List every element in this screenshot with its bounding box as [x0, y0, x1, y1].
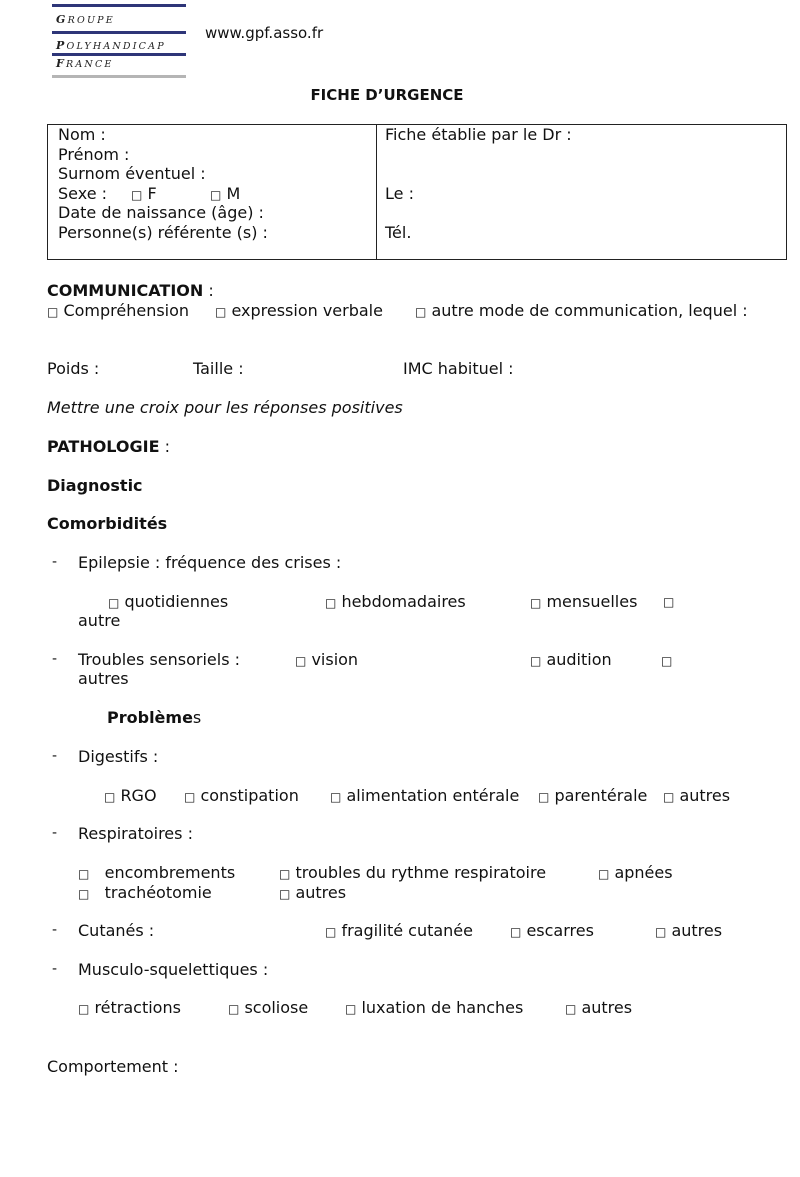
checkbox-icon[interactable]: □ — [325, 596, 337, 610]
checkbox-icon[interactable]: □ — [530, 596, 542, 610]
option-autre-epilepsie[interactable]: autre — [78, 611, 121, 630]
logo-bar — [52, 75, 186, 78]
sensoriels-label: Troubles sensoriels : — [78, 650, 241, 669]
musculo-label: Musculo-squelettiques : — [78, 960, 269, 979]
cutanes-label: Cutanés : — [78, 921, 155, 940]
option-escarres[interactable]: □ escarres — [510, 921, 594, 940]
option-encombrements[interactable]: □ encombrements — [78, 863, 236, 882]
checkbox-icon[interactable]: □ — [655, 925, 667, 939]
digestifs-label: Digestifs : — [78, 747, 159, 766]
option-autres-musculo[interactable]: □ autres — [565, 998, 633, 1017]
problemes-heading: Problèmes — [107, 708, 202, 727]
field-fiche-etablie[interactable]: Fiche établie par le Dr : — [385, 125, 572, 144]
checkbox-icon[interactable]: □ — [565, 1002, 577, 1016]
checkbox-icon[interactable]: □ — [108, 596, 120, 610]
option-vision[interactable]: □ vision — [295, 650, 359, 669]
field-date-naissance[interactable]: Date de naissance (âge) : — [58, 203, 264, 222]
option-rgo[interactable]: □ RGO — [104, 786, 157, 805]
checkbox-icon[interactable]: □ — [279, 887, 291, 901]
logo-line-france: FRANCE — [56, 57, 114, 70]
field-tel[interactable]: Tél. — [385, 223, 412, 242]
option-hebdomadaires[interactable]: □ hebdomadaires — [325, 592, 466, 611]
option-autres-digestifs[interactable]: □ autres — [663, 786, 731, 805]
checkbox-icon[interactable]: □ — [661, 654, 673, 668]
option-retractions[interactable]: □ rétractions — [78, 998, 181, 1017]
option-autres-respiratoires[interactable]: □ autres — [279, 883, 347, 902]
website-link[interactable]: www.gpf.asso.fr — [205, 24, 324, 42]
field-le[interactable]: Le : — [385, 184, 414, 203]
bullet-dash: - — [52, 825, 58, 841]
bullet-dash: - — [52, 922, 58, 938]
checkbox-icon[interactable]: □ — [210, 188, 222, 202]
checkbox-icon[interactable]: □ — [295, 654, 307, 668]
comorbidites-heading: Comorbidités — [47, 514, 168, 533]
bullet-dash: - — [52, 554, 58, 570]
option-autres-cutanes[interactable]: □ autres — [655, 921, 723, 940]
checkbox-icon[interactable]: □ — [415, 305, 427, 319]
option-tracheotomie[interactable]: □ trachéotomie — [78, 883, 212, 902]
checkbox-icon[interactable]: □ — [78, 887, 90, 901]
box-divider — [376, 125, 377, 259]
option-mensuelles[interactable]: □ mensuelles — [530, 592, 638, 611]
field-personne-referente[interactable]: Personne(s) référente (s) : — [58, 223, 268, 242]
pathologie-heading: PATHOLOGIE : — [47, 437, 171, 456]
option-comprehension[interactable]: □ Compréhension — [47, 301, 190, 320]
field-taille[interactable]: Taille : — [193, 359, 244, 378]
field-sexe-label: Sexe : — [58, 184, 108, 203]
option-troubles-rythme[interactable]: □ troubles du rythme respiratoire — [279, 863, 547, 882]
option-expression-verbale[interactable]: □ expression verbale — [215, 301, 383, 320]
bullet-dash: - — [52, 961, 58, 977]
bullet-dash: - — [52, 748, 58, 764]
checkbox-icon[interactable]: □ — [325, 925, 337, 939]
logo-line-groupe: GROUPE — [56, 13, 115, 26]
option-apnees[interactable]: □ apnées — [598, 863, 673, 882]
checkbox-icon[interactable]: □ — [228, 1002, 240, 1016]
field-surnom[interactable]: Surnom éventuel : — [58, 164, 206, 183]
option-fragilite-cutanee[interactable]: □ fragilité cutanée — [325, 921, 473, 940]
option-scoliose[interactable]: □ scoliose — [228, 998, 309, 1017]
option-luxation-hanches[interactable]: □ luxation de hanches — [345, 998, 524, 1017]
checkbox-icon[interactable]: □ — [78, 1002, 90, 1016]
checkbox-icon[interactable]: □ — [279, 867, 291, 881]
option-audition[interactable]: □ audition — [530, 650, 612, 669]
option-parenterale[interactable]: □ parentérale — [538, 786, 648, 805]
gpf-logo — [52, 4, 188, 78]
field-comportement[interactable]: Comportement : — [47, 1057, 179, 1076]
sexe-f-option[interactable]: □ F — [131, 184, 157, 203]
checkbox-icon[interactable]: □ — [598, 867, 610, 881]
checkbox-icon[interactable]: □ — [330, 790, 342, 804]
checkbox-icon[interactable]: □ — [663, 790, 675, 804]
logo-bar — [52, 31, 186, 34]
instruction-text: Mettre une croix pour les réponses positives — [47, 398, 403, 417]
checkbox-icon[interactable]: □ — [345, 1002, 357, 1016]
checkbox-icon[interactable]: □ — [215, 305, 227, 319]
option-alimentation-enterale[interactable]: □ alimentation entérale — [330, 786, 520, 805]
checkbox-icon[interactable]: □ — [663, 595, 675, 609]
diagnostic-heading: Diagnostic — [47, 476, 143, 495]
field-imc[interactable]: IMC habituel : — [403, 359, 514, 378]
logo-bar — [52, 4, 186, 7]
page-title: FICHE D’URGENCE — [310, 86, 464, 104]
option-quotidiennes[interactable]: □ quotidiennes — [108, 592, 229, 611]
checkbox-icon[interactable]: □ — [184, 790, 196, 804]
option-autres-sensoriels[interactable]: autres — [78, 669, 129, 688]
option-constipation[interactable]: □ constipation — [184, 786, 299, 805]
checkbox-icon[interactable]: □ — [530, 654, 542, 668]
checkbox-icon[interactable]: □ — [47, 305, 59, 319]
checkbox-icon[interactable]: □ — [131, 188, 143, 202]
communication-heading: COMMUNICATION : — [47, 281, 214, 300]
sexe-m-option[interactable]: □ M — [210, 184, 241, 203]
checkbox-icon[interactable]: □ — [538, 790, 550, 804]
logo-line-polyhandicap: POLYHANDICAP — [56, 39, 166, 52]
epilepsie-label: Epilepsie : fréquence des crises : — [78, 553, 342, 572]
bullet-dash: - — [52, 651, 58, 667]
respiratoires-label: Respiratoires : — [78, 824, 193, 843]
option-autre-communication[interactable]: □ autre mode de communication, lequel : — [415, 301, 748, 320]
checkbox-icon[interactable]: □ — [510, 925, 522, 939]
field-prenom[interactable]: Prénom : — [58, 145, 130, 164]
field-poids[interactable]: Poids : — [47, 359, 100, 378]
checkbox-icon[interactable]: □ — [104, 790, 116, 804]
checkbox-icon[interactable]: □ — [78, 867, 90, 881]
field-nom[interactable]: Nom : — [58, 125, 106, 144]
logo-bar — [52, 53, 186, 56]
